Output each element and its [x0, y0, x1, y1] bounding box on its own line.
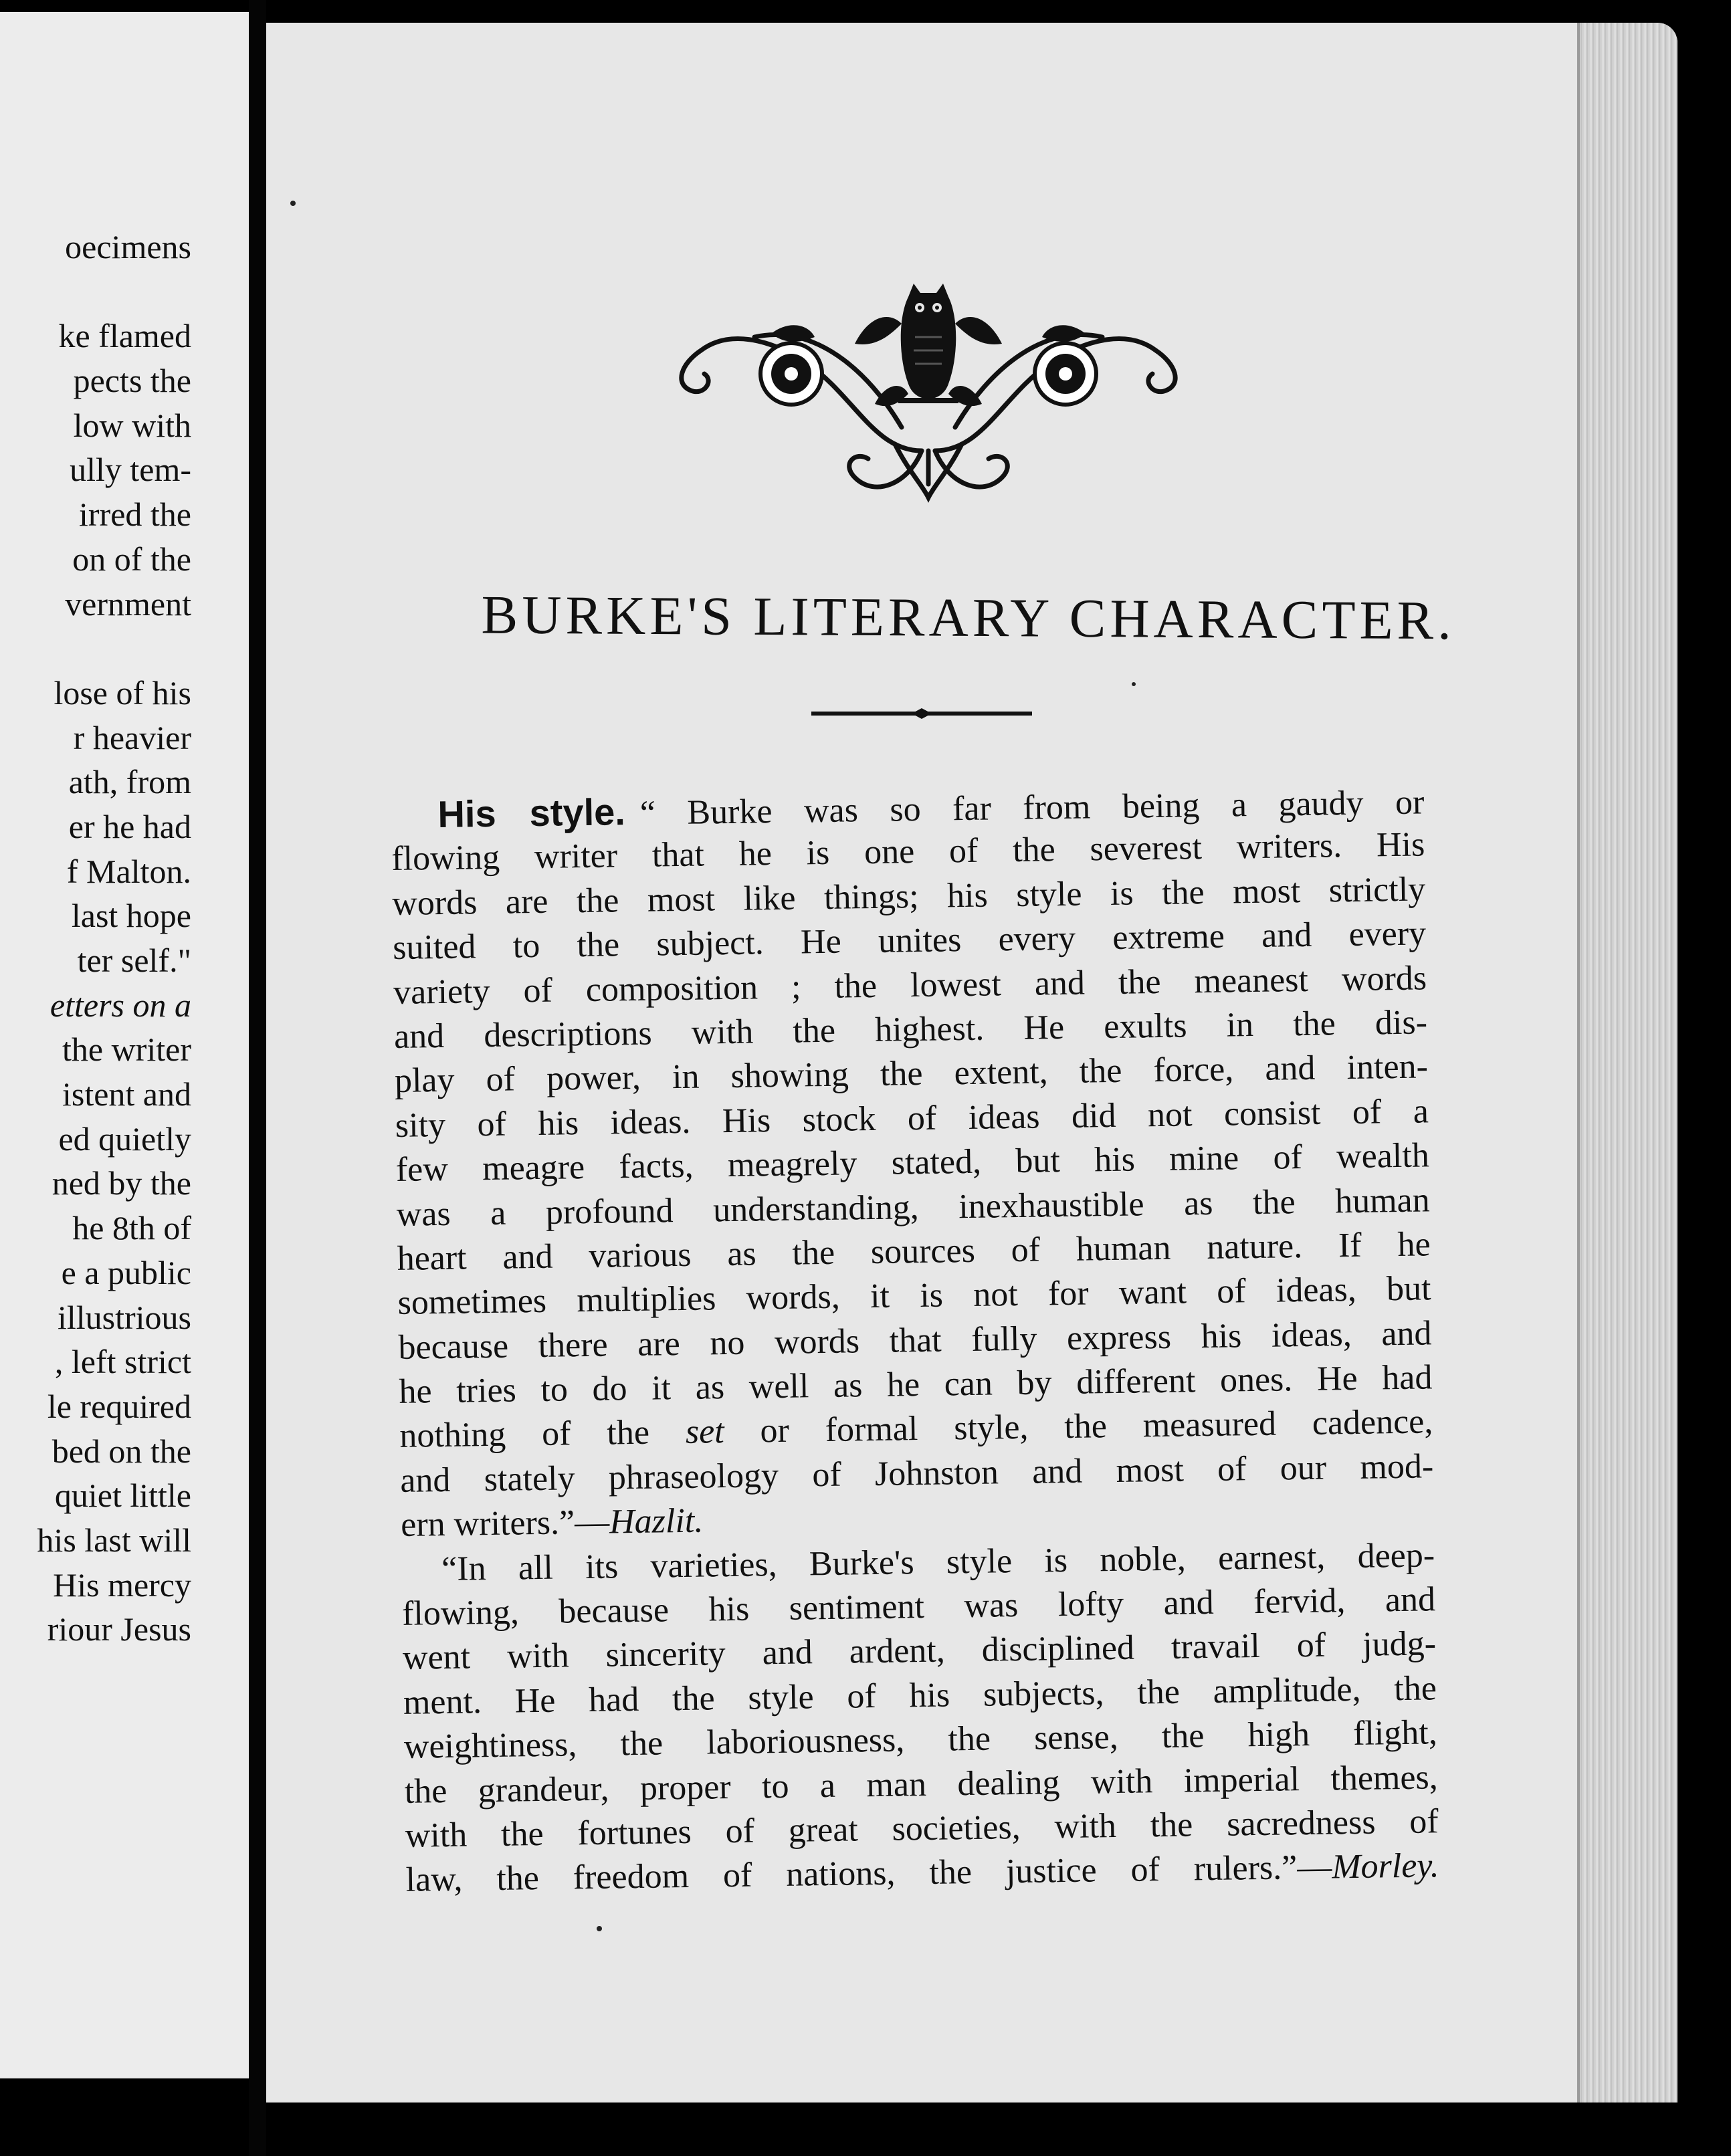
left-page-line: illustrious	[57, 1298, 191, 1336]
left-page-line: bed on the	[52, 1432, 191, 1470]
title-rule-divider	[811, 697, 1032, 730]
text-line: few meagre facts, meagrely stated, but his mine of wealth	[395, 1136, 1430, 1190]
text-line: went with sincerity and ardent, disciplined travail of judg-	[402, 1624, 1437, 1678]
left-page-line: , left strict	[54, 1343, 191, 1381]
left-page-line: e a public	[61, 1253, 191, 1291]
left-page-line: the writer	[62, 1031, 191, 1069]
text-line: was a profound understanding, inexhaustible as the human	[396, 1180, 1431, 1234]
text-line: flowing, because his sentiment was lofty and fervid, and	[401, 1580, 1436, 1633]
left-page-line: on of the	[72, 540, 191, 578]
text-line: he tries to do it as well as he can by different ones. He had	[399, 1358, 1433, 1411]
text-line-content: “ Burke was so far from being a gaudy or	[639, 783, 1425, 833]
text-fragment: law, the freedom of nations, the justice of rulers.”—	[405, 1848, 1332, 1900]
book-gutter	[249, 0, 266, 2156]
citation-hazlit: Hazlit.	[609, 1501, 704, 1541]
left-page-line: r heavier	[73, 718, 191, 756]
page-title: BURKE'S LITERARY CHARACTER.	[481, 584, 1456, 651]
owl-ornament-icon	[654, 284, 1203, 504]
text-line: and descriptions with the highest. He exults in the dis-	[393, 1003, 1428, 1056]
left-page-line: f Malton.	[66, 852, 191, 890]
left-page-line: ed quietly	[58, 1119, 191, 1158]
right-page	[266, 23, 1677, 2103]
text-line: and stately phraseology of Johnston and most of our mod-	[399, 1447, 1434, 1500]
text-line: words are the most like things; his style is the most strictly	[391, 870, 1426, 923]
text-fragment: nothing of the	[399, 1413, 686, 1456]
paragraph-his-style	[391, 778, 1435, 1547]
left-page-line: low with	[73, 406, 191, 444]
left-page-line: he 8th of	[72, 1209, 191, 1247]
text-fragment: ern writers.”—	[400, 1503, 610, 1545]
left-page-line: his last will	[37, 1521, 191, 1559]
left-page-line: ned by the	[52, 1164, 191, 1202]
left-page-line: His mercy	[53, 1566, 191, 1604]
left-page-line: ter self."	[77, 942, 191, 979]
paragraph-morley-quote	[401, 1533, 1439, 1903]
left-page-line: vernment	[65, 584, 191, 623]
text-line: because there are no words that fully express his ideas, and	[398, 1314, 1432, 1367]
article-body	[391, 778, 1439, 1903]
page-edges	[1577, 23, 1677, 2103]
left-page-line: le required	[47, 1387, 191, 1425]
scan-speck	[597, 1926, 602, 1931]
scan-speck	[1132, 682, 1136, 686]
left-page-line: istent and	[62, 1075, 191, 1113]
left-page-text	[37, 225, 191, 1652]
left-page-line: quiet little	[54, 1477, 191, 1515]
text-line: heart and various as the sources of human nature. If he	[397, 1225, 1431, 1278]
citation-morley: Morley.	[1331, 1846, 1439, 1886]
left-page-line: last hope	[71, 897, 191, 935]
left-facing-page	[0, 12, 249, 2078]
left-page-line: oecimens	[65, 228, 191, 265]
left-page-line: pects the	[73, 362, 191, 400]
text-line: with the fortunes of great societies, with the sacredness of	[405, 1802, 1439, 1855]
left-page-line: lose of his	[54, 673, 191, 712]
text-line: variety of composition ; the lowest and the meanest words	[393, 958, 1427, 1012]
left-page-line	[37, 626, 191, 671]
text-line: play of power, in showing the extent, the force, and inten-	[394, 1047, 1429, 1101]
left-page-line: er he had	[68, 807, 191, 845]
left-page-line: ke flamed	[58, 317, 191, 355]
section-heading: His style.	[437, 790, 626, 836]
text-line: weightiness, the laboriousness, the sense, the high flight,	[403, 1713, 1438, 1767]
italic-word: set	[685, 1412, 725, 1452]
scan-speck	[290, 201, 296, 206]
left-page-line	[37, 270, 191, 314]
text-line: “In all its varieties, Burke's style is noble, earnest, deep-	[441, 1535, 1435, 1588]
text-line: sometimes multiplies words, it is not for want of ideas, but	[397, 1269, 1431, 1323]
text-line: sity of his ideas. His stock of ideas did not consist of a	[395, 1092, 1429, 1145]
left-page-line: ully tem-	[70, 451, 191, 489]
text-fragment: or formal style, the measured cadence,	[724, 1402, 1433, 1451]
left-page-line: ath, from	[68, 763, 191, 801]
text-line: flowing writer that he is one of the severest writers. His	[391, 825, 1425, 879]
left-page-line: irred the	[79, 496, 191, 534]
left-page-line: etters on a	[49, 986, 191, 1024]
text-line: ment. He had the style of his subjects, the amplitude, the	[403, 1669, 1437, 1722]
left-page-line: riour Jesus	[47, 1610, 191, 1648]
text-line: the grandeur, proper to a man dealing with imperial themes,	[404, 1757, 1439, 1811]
text-line: suited to the subject. He unites every extreme and every	[392, 914, 1427, 968]
